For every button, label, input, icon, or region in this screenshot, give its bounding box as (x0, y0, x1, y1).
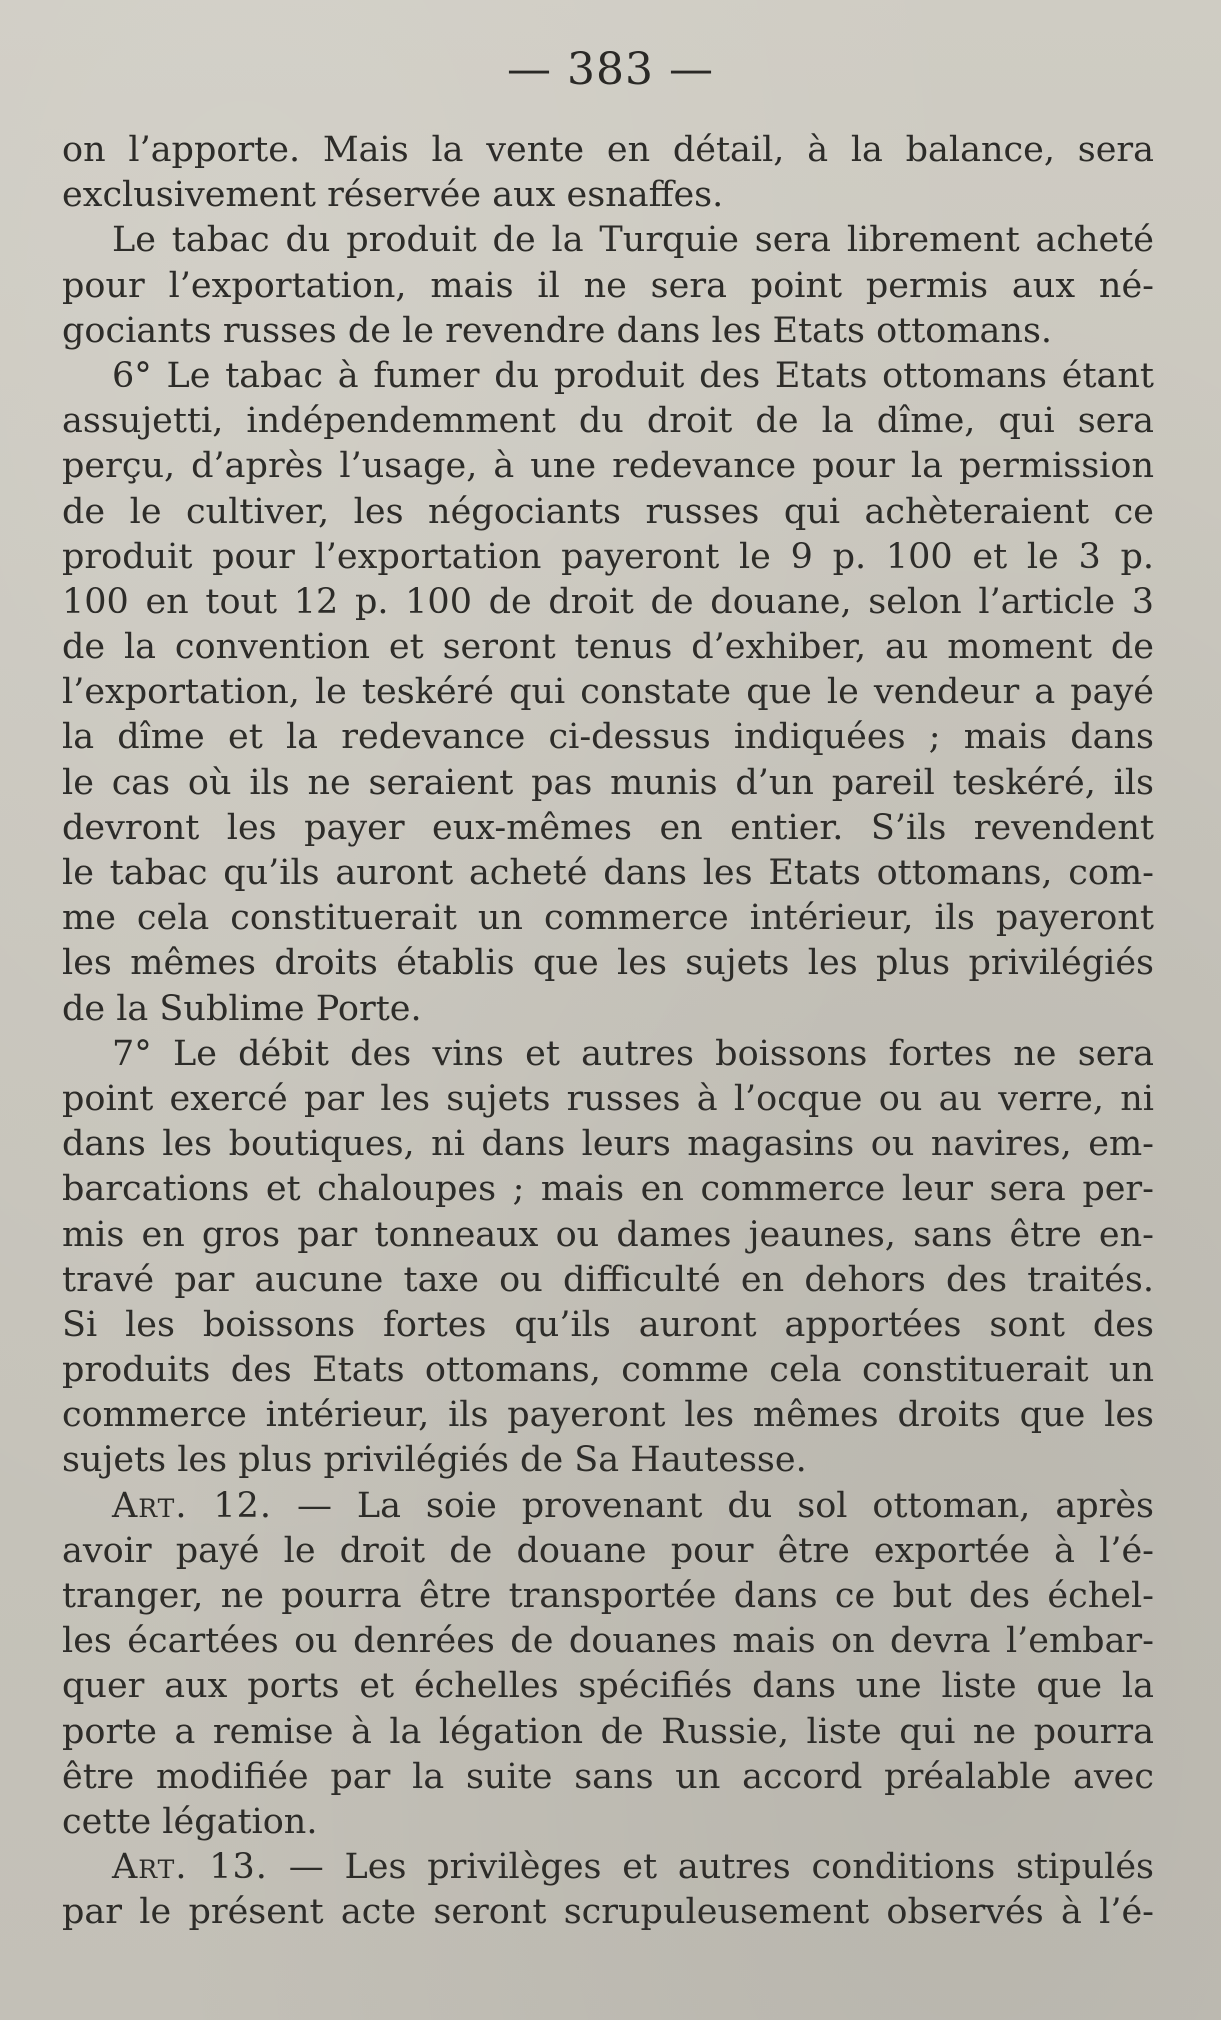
text-line: Si les boissons fortes qu’ils auront apportées sont des (62, 1304, 1154, 1345)
text-line: produit pour l’exportation payeront le 9 p. 100 et le 3 p. (62, 536, 1154, 577)
text-line: travé par aucune taxe ou difficulté en dehors des traités. (62, 1259, 1154, 1300)
text-line: de la Sublime Porte. (62, 988, 422, 1029)
text-line: barcations et chaloupes ; mais en commerce leur sera per- (62, 1169, 1154, 1210)
text-line: avoir payé le droit de douane pour être exportée à l’é- (62, 1530, 1154, 1571)
text-line: point exercé par les sujets russes à l’ocque ou au verre, ni (62, 1078, 1154, 1119)
text-line: quer aux ports et échelles spécifiés dans une liste que la (62, 1666, 1154, 1707)
text-line: être modifiée par la suite sans un accord préalable avec (62, 1756, 1154, 1797)
text-line: les mêmes droits établis que les sujets les plus privilégiés (62, 943, 1154, 984)
text-line: 100 en tout 12 p. 100 de droit de douane, selon l’article 3 (62, 581, 1154, 622)
text-line: Le tabac du produit de la Turquie sera librement acheté (112, 220, 1154, 261)
text-line: par le présent acte seront scrupuleusement observés à l’é- (62, 1892, 1154, 1933)
text-line: le cas où ils ne seraient pas munis d’un pareil teskéré, ils (62, 762, 1154, 803)
text-line: assujetti, indépendemment du droit de la dîme, qui sera (62, 401, 1154, 442)
text-line: 7° Le débit des vins et autres boissons fortes ne sera (112, 1033, 1154, 1074)
text-line: gociants russes de le revendre dans les Etats ottomans. (62, 310, 1053, 351)
text-line: perçu, d’après l’usage, à une redevance pour la permission (62, 446, 1154, 487)
text-line (62, 1845, 1154, 1890)
text-line: tranger, ne pourra être transportée dans ce but des échel- (62, 1576, 1154, 1616)
text-line: dans les boutiques, ni dans leurs magasins ou navires, em- (62, 1124, 1154, 1165)
text-line: le tabac qu’ils auront acheté dans les Etats ottomans, com- (62, 853, 1154, 893)
text-line: 6° Le tabac à fumer du produit des Etats ottomans étant (112, 355, 1154, 396)
text-line: cette légation. (62, 1801, 318, 1842)
text-line: commerce intérieur, ils payeront les mêmes droits que les (62, 1395, 1154, 1436)
text-line: exclusivement réservée aux esnaffes. (62, 175, 724, 216)
text-line: produits des Etats ottomans, comme cela constituerait un (62, 1350, 1154, 1391)
text-line: on l’apporte. Mais la vente en détail, à la balance, sera (62, 130, 1154, 170)
text-line: de la convention et seront tenus d’exhiber, au moment de (62, 627, 1154, 668)
page-number: — 383 — (507, 44, 714, 95)
text-line: mis en gros par tonneaux ou dames jeaunes, sans être en- (62, 1214, 1154, 1255)
text-line: pour l’exportation, mais il ne sera point permis aux né- (62, 265, 1154, 306)
text-line: me cela constituerait un commerce intérieur, ils payeront (62, 898, 1154, 939)
text-line (62, 1484, 1154, 1529)
text-line: l’exportation, le teskéré qui constate que le vendeur a payé (62, 672, 1154, 713)
text-line: porte a remise à la légation de Russie, liste qui ne pourra (62, 1711, 1154, 1752)
article-heading: Art. 13. (112, 1847, 268, 1888)
body-text (62, 128, 1154, 1936)
article-heading: Art. 12. (112, 1485, 273, 1526)
article-text: — Les privilèges et autres conditions stipulés (267, 1847, 1154, 1888)
text-line: sujets les plus privilégiés de Sa Hautesse. (62, 1440, 807, 1481)
article-text: — La soie provenant du sol ottoman, après (272, 1485, 1155, 1526)
text-line: devront les payer eux-mêmes en entier. S’ils revendent (62, 807, 1154, 848)
text-line: les écartées ou denrées de douanes mais on devra l’embar- (62, 1621, 1154, 1662)
text-line: de le cultiver, les négociants russes qui achèteraient ce (62, 491, 1154, 532)
text-line: la dîme et la redevance ci-dessus indiquées ; mais dans (62, 717, 1154, 758)
